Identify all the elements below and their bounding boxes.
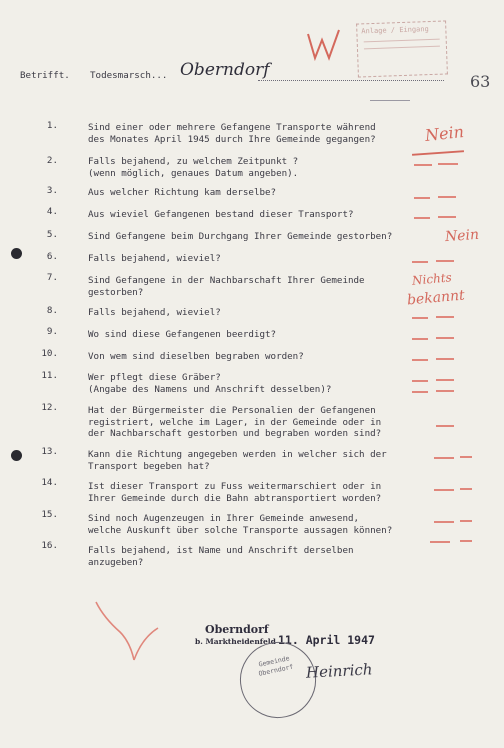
question-text: Falls bejahend, ist Name und Anschrift derselben anzugeben?: [88, 545, 354, 568]
page-number: 63: [470, 72, 491, 91]
round-seal-text: Gemeinde Oberndorf: [257, 654, 294, 678]
question-text: Falls bejahend, wieviel?: [88, 253, 221, 264]
answer-dash: [438, 163, 458, 165]
question-text: Kann die Richtung angegeben werden in welcher sich der Transport begeben hat?: [88, 449, 387, 472]
answer-dash: [412, 380, 428, 382]
district-stamp: b. Marktheidenfeld: [195, 637, 276, 646]
answer-dash: [412, 317, 428, 319]
answer-dash: [436, 260, 454, 262]
answer-q1: Nein: [424, 122, 465, 145]
question-number: 15.: [41, 509, 58, 520]
question-text: Falls bejahend, wieviel?: [88, 307, 221, 318]
question-text: Aus wieviel Gefangenen bestand dieser Transport?: [88, 209, 354, 220]
subject-text: Todesmarsch...: [90, 70, 168, 81]
red-pencil-check: [90, 598, 170, 668]
question-text: Aus welcher Richtung kam derselbe?: [88, 187, 277, 198]
subject-handwritten: Oberndorf: [180, 60, 270, 80]
question-number: 4.: [46, 206, 58, 217]
received-stamp: [356, 20, 448, 77]
answer-dash: [438, 216, 456, 218]
question-text: Ist dieser Transport zu Fuss weitermarschiert oder in Ihrer Gemeinde durch die Bahn abtransportiert worden?: [88, 481, 382, 504]
answer-dash: [412, 338, 428, 340]
subject-dotted-line: [258, 80, 444, 81]
question-number: 14.: [41, 477, 58, 488]
received-stamp-text: Anlage / Eingang: [361, 25, 429, 36]
answer-dash: [430, 541, 450, 543]
answer-dash: [412, 261, 428, 263]
answer-dash: [414, 197, 430, 199]
question-text: Hat der Bürgermeister die Personalien der Gefangenen registriert, welche im Lager, in der Gemeinde oder in der Nachbarschaft gestorben und begraben worden sind?: [88, 405, 382, 439]
question-text: Sind Gefangene beim Durchgang Ihrer Gemeinde gestorben?: [88, 231, 393, 242]
question-text: Wo sind diese Gefangenen beerdigt?: [88, 329, 277, 340]
question-number: 13.: [41, 446, 58, 457]
answer-dash: [460, 520, 472, 522]
question-number: 12.: [41, 402, 58, 413]
punch-hole-bottom: [11, 450, 22, 461]
answer-q7-line1: Nichts: [411, 270, 453, 288]
question-number: 9.: [46, 326, 58, 337]
date-stamp: 11. April 1947: [278, 633, 375, 647]
answer-dash: [436, 390, 454, 392]
answer-dash: [436, 316, 454, 318]
question-text: Falls bejahend, zu welchem Zeitpunkt ? (wenn möglich, genaues Datum angeben).: [88, 156, 299, 179]
question-text: Von wem sind dieselben begraben worden?: [88, 351, 304, 362]
question-number: 1.: [46, 120, 58, 131]
question-number: 10.: [41, 348, 58, 359]
answer-dash: [414, 217, 430, 219]
answer-dash: [436, 358, 454, 360]
answer-dash: [412, 391, 428, 393]
place-stamp: Oberndorf: [205, 623, 269, 636]
subject-label: Betrifft.: [20, 70, 70, 81]
answer-q5: Nein: [444, 226, 480, 246]
answer-dash: [436, 337, 454, 339]
answer-dash: [460, 488, 472, 490]
question-number: 16.: [41, 540, 58, 551]
answer-dash: [436, 379, 454, 381]
answer-dash: [434, 521, 454, 523]
answer-dash: [460, 456, 472, 458]
question-number: 5.: [46, 229, 58, 240]
question-number: 2.: [46, 155, 58, 166]
signature: Heinrich: [305, 660, 373, 682]
question-text: Sind noch Augenzeugen in Ihrer Gemeinde anwesend, welche Auskunft über solche Transporte aussagen können?: [88, 513, 393, 536]
question-number: 3.: [46, 185, 58, 196]
question-number: 7.: [46, 272, 58, 283]
answer-dash: [412, 359, 428, 361]
question-text: Sind einer oder mehrere Gefangene Transporte während des Monates April 1945 durch Ihre Gemeinde gegangen?: [88, 122, 376, 145]
answer-dash: [438, 196, 456, 198]
question-number: 6.: [46, 251, 58, 262]
answer-q1-underline: [412, 150, 464, 156]
red-scribble: [305, 28, 349, 64]
question-text: Wer pflegt diese Gräber? (Angabe des Namens und Anschrift desselben)?: [88, 372, 332, 395]
header-rule: [370, 100, 410, 101]
punch-hole-top: [11, 248, 22, 259]
answer-dash: [434, 457, 454, 459]
answer-dash: [460, 540, 472, 542]
answer-q7-line2: bekannt: [406, 287, 466, 309]
answer-dash: [414, 164, 432, 166]
answer-dash: [434, 489, 454, 491]
question-number: 11.: [41, 370, 58, 381]
answer-dash: [436, 425, 454, 427]
question-text: Sind Gefangene in der Nachbarschaft Ihrer Gemeinde gestorben?: [88, 275, 365, 298]
question-number: 8.: [46, 305, 58, 316]
